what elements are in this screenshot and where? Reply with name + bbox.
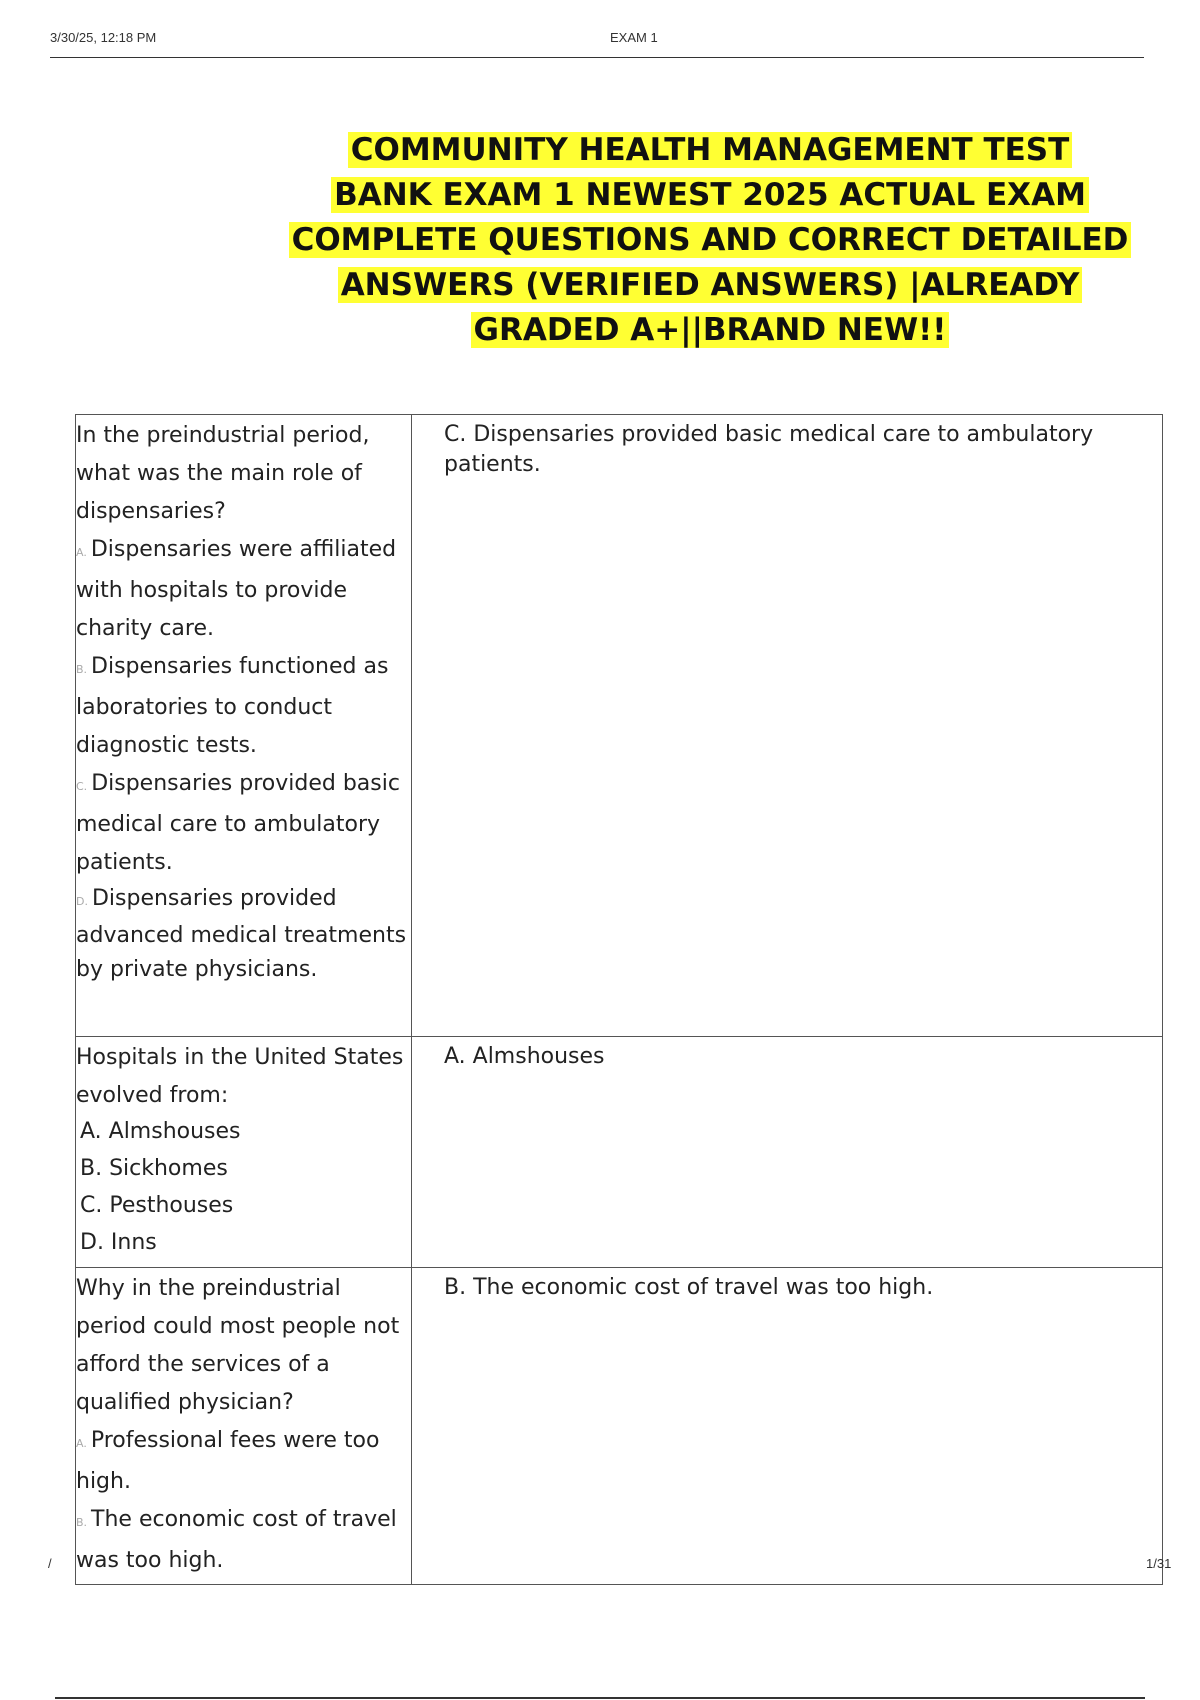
option (76, 1422, 407, 1501)
option-text: Professional fees were too high. (76, 1428, 380, 1494)
option-mark: B. (76, 663, 88, 676)
title-line: COMPLETE QUESTIONS AND CORRECT DETAILED (255, 220, 1165, 260)
answer-cell (412, 1037, 1163, 1268)
table-row (76, 415, 1163, 1037)
option (76, 1501, 407, 1580)
document-title (255, 130, 1165, 355)
title-line: COMMUNITY HEALTH MANAGEMENT TEST (255, 130, 1165, 170)
option-mark: B. (76, 1516, 88, 1529)
option-text: D. Inns (80, 1230, 157, 1255)
answer-cell (412, 1268, 1163, 1585)
question-text: Hospitals in the United States evolved from: (76, 1045, 404, 1108)
print-date: 3/30/25, 12:18 PM (50, 30, 157, 45)
header-title: EXAM 1 (610, 30, 658, 45)
answer-text: A. Almshouses (444, 1044, 605, 1069)
footer-left-mark: / (48, 1556, 52, 1571)
table-row (76, 1268, 1163, 1585)
option (76, 1152, 407, 1189)
page-header (50, 28, 1144, 58)
table-row (76, 1037, 1163, 1268)
answer-cell (412, 415, 1163, 1037)
answer-text: B. The economic cost of travel was too high. (444, 1275, 934, 1300)
option (76, 1189, 407, 1226)
option-text: C. Pesthouses (80, 1193, 234, 1218)
question-text: In the preindustrial period, what was the main role of dispensaries? (76, 423, 370, 524)
option-mark: A. (76, 546, 87, 559)
option (76, 1115, 407, 1152)
question-cell (76, 415, 412, 1037)
qa-table (75, 414, 1163, 1585)
option-text: The economic cost of travel was too high. (76, 1507, 397, 1573)
title-line: ANSWERS (VERIFIED ANSWERS) |ALREADY (255, 265, 1165, 305)
bottom-divider (55, 1697, 1145, 1699)
option (76, 765, 407, 882)
option-mark: D. (76, 895, 88, 908)
option-text: Dispensaries functioned as laboratories to conduct diagnostic tests. (76, 654, 389, 758)
option-mark: A. (76, 1437, 87, 1450)
option-text: Dispensaries were affiliated with hospitals to provide charity care. (76, 537, 397, 641)
title-line: GRADED A+||BRAND NEW!! (255, 310, 1165, 350)
option (76, 648, 407, 765)
option-text: A. Almshouses (80, 1119, 241, 1144)
question-text: Why in the preindustrial period could most people not afford the services of a qualified physician? (76, 1276, 400, 1415)
option (76, 531, 407, 648)
option-text: Dispensaries provided advanced medical treatments by private physicians. (76, 886, 407, 982)
option-text: Dispensaries provided basic medical care to ambulatory patients. (76, 771, 400, 875)
option (76, 1226, 407, 1263)
title-line: BANK EXAM 1 NEWEST 2025 ACTUAL EXAM (255, 175, 1165, 215)
page-number: 1/31 (1146, 1556, 1172, 1571)
option-mark: C. (76, 780, 88, 793)
answer-text: C. Dispensaries provided basic medical care to ambulatory patients. (444, 422, 1094, 477)
option (76, 882, 407, 987)
option-text: B. Sickhomes (80, 1156, 228, 1181)
question-cell (76, 1268, 412, 1585)
question-cell (76, 1037, 412, 1268)
